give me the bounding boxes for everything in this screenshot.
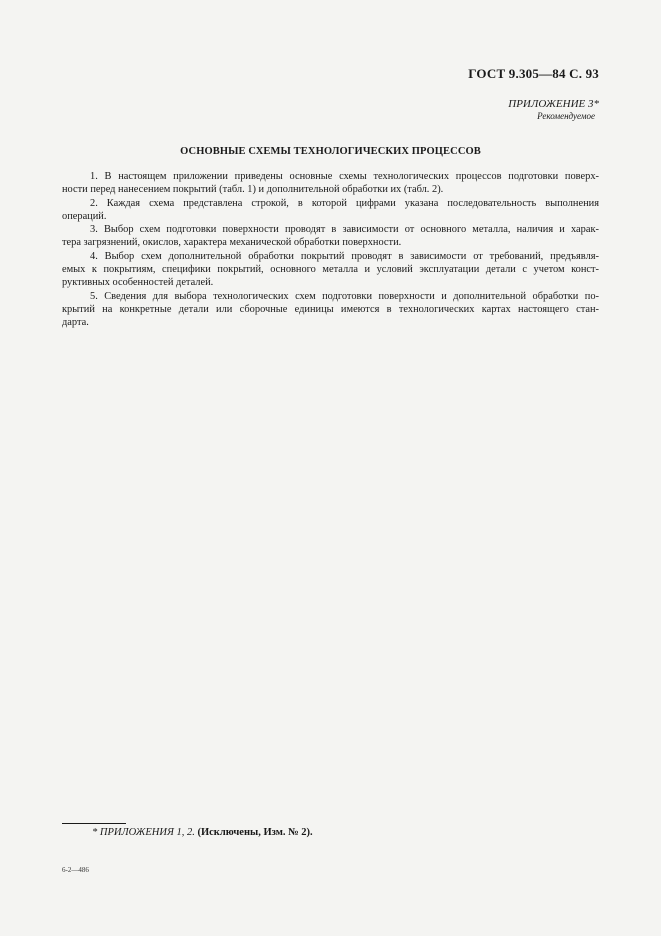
- footnote-italic: * ПРИЛОЖЕНИЯ 1, 2.: [92, 827, 195, 838]
- footnote-bold: (Исключены, Изм. № 2).: [197, 827, 313, 838]
- section-title: ОСНОВНЫЕ СХЕМЫ ТЕХНОЛОГИЧЕСКИХ ПРОЦЕССОВ: [180, 146, 481, 157]
- paragraph: [62, 290, 599, 330]
- appendix-title: ПРИЛОЖЕНИЕ 3*: [508, 98, 599, 110]
- paragraph-line: 5. Сведения для выбора технологических схем подготовки поверхности и дополнительной обработки по-: [90, 290, 599, 302]
- body-text: [62, 170, 599, 330]
- paragraph-line: крытий на конкретные детали или сборочные единицы имеются в технологических картах настоящего стан-: [62, 303, 599, 315]
- paragraph-line: операций.: [62, 210, 107, 222]
- paragraph: [62, 223, 599, 250]
- paragraph-line: 3. Выбор схем подготовки поверхности проводят в зависимости от основного металла, наличия и харак-: [90, 224, 599, 236]
- appendix-label: [508, 98, 599, 121]
- paragraph-line: 4. Выбор схем дополнительной обработки покрытий проводят в зависимости от требований, предъявля-: [90, 250, 599, 262]
- appendix-subtitle: Рекомендуемое: [537, 111, 595, 121]
- paragraph-line: дарта.: [62, 317, 89, 329]
- paragraph-line: 1. В настоящем приложении приведены основные схемы технологических процессов подготовки поверх-: [90, 171, 599, 182]
- paragraph: [62, 170, 599, 197]
- paragraph-line: 2. Каждая схема представлена строкой, в которой цифрами указана последовательность выполнения: [90, 197, 599, 209]
- paragraph-line: емых к покрытиям, специфики покрытий, основного металла и условий эксплуатации детали с учетом конст-: [62, 264, 599, 276]
- paragraph: [62, 250, 599, 290]
- footnote-rule: [62, 823, 126, 824]
- print-mark: 6-2—486: [62, 866, 89, 874]
- paragraph: [62, 197, 599, 224]
- paragraph-line: ности перед нанесением покрытий (табл. 1) и дополнительной обработки их (табл. 2).: [62, 184, 444, 196]
- footnote: [92, 827, 313, 838]
- page-header: ГОСТ 9.305—84 С. 93: [468, 66, 599, 81]
- paragraph-line: тера загрязнений, окислов, характера механической обработки поверхности.: [62, 237, 402, 249]
- paragraph-line: руктивных особенностей деталей.: [62, 277, 214, 289]
